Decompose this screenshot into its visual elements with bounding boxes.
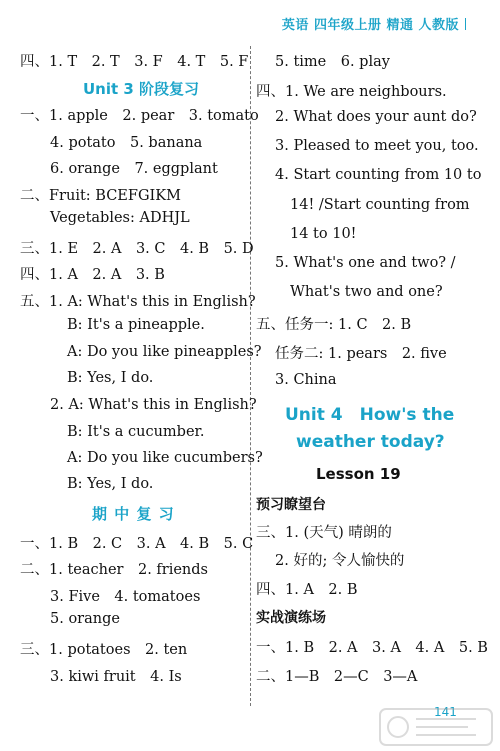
- unit4-title-line2: weather today?: [296, 432, 445, 452]
- header-bar: [465, 18, 466, 30]
- right-line-15: 四、1. A 2. B: [256, 582, 358, 598]
- left-line-4: 6. orange 7. eggplant: [50, 161, 218, 177]
- right-line-7: 14 to 10!: [290, 226, 357, 242]
- page-header: [282, 14, 466, 33]
- midterm-title: 期 中 复 习: [92, 505, 175, 523]
- left-line-19: 3. Five 4. tomatoes: [50, 589, 201, 605]
- left-line-18: 二、1. teacher 2. friends: [20, 562, 208, 578]
- left-line-2: 一、1. apple 2. pear 3. tomato: [20, 108, 259, 124]
- right-line-11: 任务二: 1. pears 2. five: [275, 346, 447, 362]
- right-line-3: 2. What does your aunt do?: [275, 109, 477, 125]
- right-line-8: 5. What's one and two? /: [275, 255, 456, 271]
- left-line-11: A: Do you like pineapples?: [67, 344, 262, 360]
- left-line-17: 一、1. B 2. C 3. A 4. B 5. C: [20, 536, 254, 552]
- watermark-stamp-icon: [376, 705, 496, 749]
- page-number: 141: [434, 705, 457, 719]
- right-line-5: 4. Start counting from 10 to: [275, 167, 482, 183]
- right-line-17: 二、1—B 2—C 3—A: [256, 669, 418, 685]
- practice-section-title: 实战演练场: [256, 610, 326, 626]
- unit4-title-line1: Unit 4 How's the: [285, 405, 455, 425]
- left-line-5: 二、Fruit: BCEFGIKM: [20, 188, 181, 204]
- left-line-1: 四、1. T 2. T 3. F 4. T 5. F: [20, 54, 249, 70]
- left-line-14: B: It's a cucumber.: [67, 424, 205, 440]
- left-line-9: 五、1. A: What's this in English?: [20, 294, 256, 310]
- right-line-16: 一、1. B 2. A 3. A 4. A 5. B: [256, 640, 488, 656]
- left-line-7: 三、1. E 2. A 3. C 4. B 5. D: [20, 241, 254, 257]
- left-line-12: B: Yes, I do.: [67, 370, 154, 386]
- left-line-22: 3. kiwi fruit 4. Is: [50, 669, 182, 685]
- left-line-13: 2. A: What's this in English?: [50, 397, 257, 413]
- right-line-9: What's two and one?: [290, 284, 443, 300]
- right-line-12: 3. China: [275, 372, 337, 388]
- column-divider: [250, 46, 251, 706]
- unit3-title: Unit 3 阶段复习: [83, 80, 200, 98]
- right-line-14: 2. 好的; 令人愉快的: [275, 553, 405, 569]
- right-line-2: 四、1. We are neighbours.: [256, 84, 447, 100]
- preview-section-title: 预习瞭望台: [256, 497, 326, 513]
- right-line-13: 三、1. (天气) 晴朗的: [256, 525, 392, 541]
- left-line-15: A: Do you like cucumbers?: [67, 450, 263, 466]
- right-line-6: 14! /Start counting from: [290, 197, 470, 213]
- left-line-20: 5. orange: [50, 611, 120, 627]
- left-line-3: 4. potato 5. banana: [50, 135, 203, 151]
- left-line-10: B: It's a pineapple.: [67, 317, 205, 333]
- header-text: 英语 四年级上册 精通 人教版: [281, 18, 459, 33]
- left-line-6: Vegetables: ADHJL: [50, 210, 190, 226]
- left-line-16: B: Yes, I do.: [67, 476, 154, 492]
- lesson-title: Lesson 19: [316, 465, 401, 483]
- right-line-4: 3. Pleased to meet you, too.: [275, 138, 479, 154]
- left-line-21: 三、1. potatoes 2. ten: [20, 642, 188, 658]
- left-line-8: 四、1. A 2. A 3. B: [20, 267, 165, 283]
- right-line-10: 五、任务一: 1. C 2. B: [256, 317, 412, 333]
- right-line-1: 5. time 6. play: [275, 54, 390, 70]
